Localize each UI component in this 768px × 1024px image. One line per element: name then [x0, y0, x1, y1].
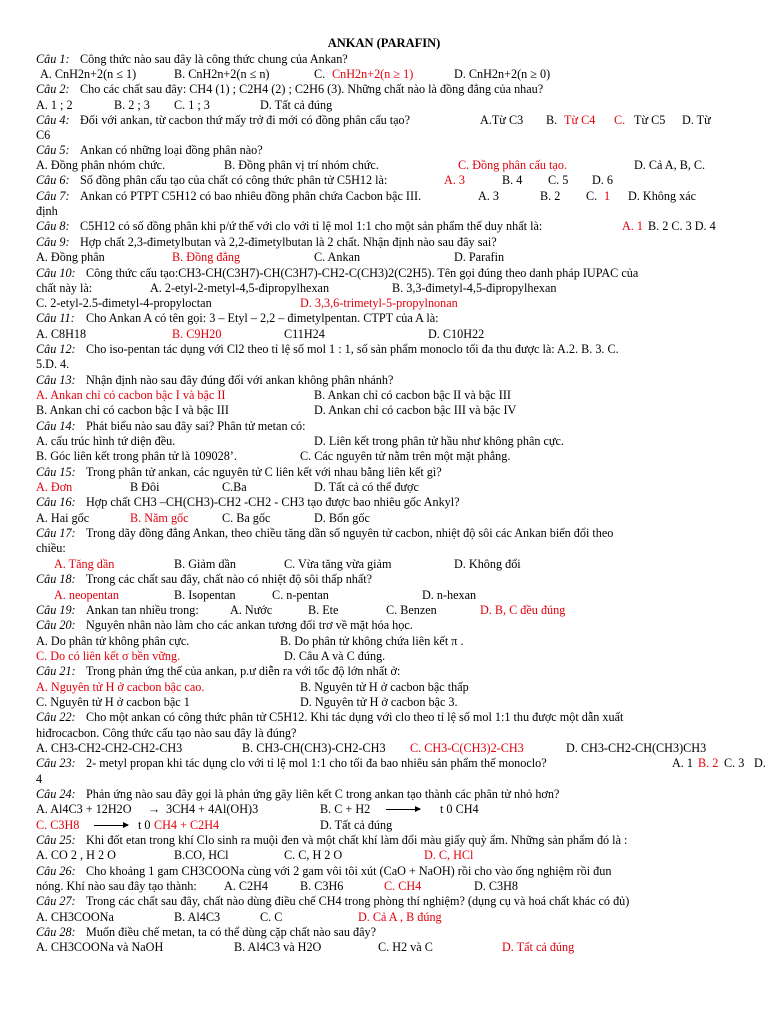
text-segment: A. Hai gốc [36, 511, 90, 525]
text-segment: D. [754, 756, 766, 770]
answer-text-highlighted: A. 1 [622, 219, 643, 233]
text-segment: Muốn điều chế metan, ta có thể dùng cặp chất nào sau đây? [86, 925, 377, 939]
text-segment: C. 2-etyl-2.5-đimetyl-4-propyloctan [36, 296, 212, 310]
answer-text-highlighted: C. Đồng phân cấu tạo. [458, 158, 567, 172]
text-segment: Nguyên nhân nào làm cho các ankan tương đối trơ về mặt hóa học. [86, 618, 413, 632]
answer-text-highlighted: D. 3,3,6-trimetyl-5-propylnonan [300, 296, 458, 310]
answer-text-highlighted: Từ C4 [564, 113, 596, 127]
text-segment: 4 [36, 772, 43, 786]
answer-text-highlighted: B. Đồng đẳng [172, 250, 241, 264]
text-segment: 2- metyl propan khi tác dụng clo với tỉ lệ mol 1:1 cho tối đa bao nhiêu sản phẩm thế monoclo? [86, 756, 547, 770]
text-segment: A. C2H4 [224, 879, 269, 893]
text-segment: B.CO, HCl [174, 848, 229, 862]
text-segment: Hợp chất 2,3-đimetylbutan và 2,2-đimetylbutan là 2 chất. Nhận định nào sau đây sai? [80, 235, 497, 249]
text-segment: A. Đồng phân [36, 250, 105, 264]
text-segment: D. C3H8 [474, 879, 519, 893]
answer-text-highlighted: A. Tăng dần [54, 557, 115, 571]
text-segment: B. Nguyên tử H ở cacbon bậc thấp [300, 680, 469, 694]
answer-text-highlighted: A. neopentan [54, 588, 119, 602]
text-segment: C. H2 và C [378, 940, 433, 954]
answer-text-highlighted: A. Nguyên tử H ở cacbon bậc cao. [36, 680, 205, 694]
text-segment: C. C [260, 910, 283, 924]
text-segment: Khi đốt etan trong khí Clo sinh ra muội đen và một chất khí làm đổi màu giấy quỳ ẩm. Những sản phẩm đó là : [86, 833, 628, 847]
text-segment: B. 2 [540, 189, 561, 203]
text-segment: B. [546, 113, 558, 127]
question-number: Câu 1: [36, 52, 70, 66]
question-number: Câu 22: [36, 710, 76, 724]
text-segment: B. CH3-CH(CH3)-CH2-CH3 [242, 741, 386, 755]
text-segment: D. Bốn gốc [314, 511, 370, 525]
text-segment: A. CH3COONa [36, 910, 114, 924]
text-segment: B. 2 C. 3 D. 4 [648, 219, 716, 233]
text-segment: A. 1 ; 2 [36, 98, 73, 112]
text-segment: chiều: [36, 541, 66, 555]
text-segment: A. CO 2 , H 2 O [36, 848, 116, 862]
question-number: Câu 23: [36, 756, 76, 770]
question-number: Câu 13: [36, 373, 76, 387]
answer-text-highlighted: C. CH4 [384, 879, 422, 893]
text-segment: C. Benzen [386, 603, 437, 617]
question-number: Câu 15: [36, 465, 76, 479]
text-segment: 5.D. 4. [36, 357, 70, 371]
text-segment: Cho các chất sau đây: CH4 (1) ; C2H4 (2) ; C2H6 (3). Những chất nào là đồng đẳng của nhau? [80, 82, 544, 96]
text-segment: D. Tất cả đúng [260, 98, 333, 112]
text-segment: D. Nguyên tử H ở cacbon bậc 3. [300, 695, 458, 709]
text-segment: Hợp chất CH3 –CH(CH3)-CH2 -CH2 - CH3 tạo được bao nhiêu gốc Ankyl? [86, 495, 460, 509]
text-segment: t 0 CH4 [440, 802, 479, 816]
text-segment: A. 3 [478, 189, 499, 203]
text-segment: Trong phân tử ankan, các nguyên tử C liên kết với nhau bằng liên kết gì? [86, 465, 442, 479]
text-segment: C.Ba [222, 480, 247, 494]
text-segment: Công thức nào sau đây là công thức chung của Ankan? [80, 52, 348, 66]
document-title: ANKAN (PARAFIN) [327, 36, 441, 50]
question-number: Câu 25: [36, 833, 76, 847]
text-segment: C. Nguyên tử H ở cacbon bậc 1 [36, 695, 190, 709]
question-number: Câu 24: [36, 787, 76, 801]
text-segment: B. Giảm dần [174, 557, 236, 571]
question-number: Câu 27: [36, 894, 76, 908]
text-segment: C. Vừa tăng vừa giảm [284, 557, 392, 571]
text-segment: C. 1 ; 3 [174, 98, 210, 112]
question-number: Câu 17: [36, 526, 76, 540]
question-number: Câu 26: [36, 864, 76, 878]
text-segment: C. [314, 67, 326, 81]
text-segment: B. Al4C3 và H2O [234, 940, 322, 954]
answer-text-highlighted: A. Ankan chỉ có cacbon bậc I và bậc II [36, 388, 226, 402]
answer-text-highlighted: A. 3 [444, 173, 465, 187]
question-number: Câu 18: [36, 572, 76, 586]
text-segment: D. Liên kết trong phân tử hầu như không phân cực. [314, 434, 564, 448]
question-number: Câu 14: [36, 419, 76, 433]
answer-text-highlighted: C. CH3-C(CH3)2-CH3 [410, 741, 524, 755]
text-segment: Cho Ankan A có tên gọi: 3 – Etyl – 2,2 – đimetylpentan. CTPT của A là: [86, 311, 439, 325]
text-segment: C. C, H 2 O [284, 848, 343, 862]
text-segment: D. Không đổi [454, 557, 521, 571]
text-segment: định [36, 204, 58, 218]
answer-text-highlighted: C. [614, 113, 626, 127]
text-segment: 3CH4 + 4Al(OH)3 [166, 802, 259, 816]
text-segment: D. 6 [592, 173, 613, 187]
text-segment: Cho khoảng 1 gam CH3COONa cùng với 2 gam vôi tôi xút (CaO + NaOH) rồi cho vào ống nghiệm rồi đun [86, 864, 612, 878]
text-segment: D. Parafin [454, 250, 505, 264]
question-number: Câu 21: [36, 664, 76, 678]
answer-text-highlighted: C. C3H8 [36, 818, 80, 832]
text-segment: A. Nước [230, 603, 273, 617]
answer-text-highlighted: B. C9H20 [172, 327, 222, 341]
text-segment: A. CnH2n+2(n ≤ 1) [40, 67, 137, 81]
answer-text-highlighted: CH4 + C2H4 [154, 818, 220, 832]
text-segment: Công thức cấu tạo:CH3-CH(C3H7)-CH(C3H7)-CH2-C(CH3)2(C2H5). Tên gọi đúng theo danh pháp IUPAC của [86, 266, 639, 280]
text-segment: Cho iso-pentan tác dụng với Cl2 theo tỉ lệ số mol 1 : 1, số sản phẩm monoclo tối đa thu được là: A.2. B. 3. C. [86, 342, 619, 356]
text-segment: B. Isopentan [174, 588, 236, 602]
text-segment: C. [586, 189, 598, 203]
question-number: Câu 7: [36, 189, 70, 203]
text-segment: C. n-pentan [272, 588, 329, 602]
text-segment: D. CH3-CH2-CH(CH3)CH3 [566, 741, 707, 755]
text-segment: chất này là: [36, 281, 93, 295]
text-segment: Trong phản ứng thế của ankan, p.ư diễn ra với tốc độ lớn nhất ở: [86, 664, 401, 678]
answer-text-highlighted: A. Đơn [36, 480, 73, 494]
text-segment: D. Không xác [628, 189, 697, 203]
text-segment: A. 2-etyl-2-metyl-4,5-đipropylhexan [150, 281, 330, 295]
text-segment: Ankan tan nhiều trong: [86, 603, 199, 617]
text-segment: B. Do phân tử không chứa liên kết π . [280, 634, 464, 648]
question-number: Câu 12: [36, 342, 76, 356]
text-segment: C. Các nguyên tử nằm trên một mặt phẳng. [300, 449, 511, 463]
text-segment: B Đôi [130, 480, 160, 494]
question-number: Câu 19: [36, 603, 76, 617]
text-segment: Đối với ankan, từ cacbon thứ mấy trở đi mới có đồng phân cấu tạo? [80, 113, 411, 127]
text-segment: A. CH3-CH2-CH2-CH2-CH3 [36, 741, 183, 755]
text-segment: D. CnH2n+2(n ≥ 0) [454, 67, 551, 81]
text-segment: Số đồng phân cấu tạo của chất có công thức phân tử C5H12 là: [80, 173, 388, 187]
question-number: Câu 6: [36, 173, 70, 187]
answer-text-highlighted: D. Tất cả đúng [502, 940, 575, 954]
answer-text-highlighted: B. Năm gốc [130, 511, 189, 525]
text-segment: A. 1 [672, 756, 693, 770]
text-segment: D. Cả A, B, C. [634, 158, 706, 172]
text-segment: B. 2 ; 3 [114, 98, 150, 112]
answer-text-highlighted: 1 [604, 189, 611, 203]
text-segment: B. 4 [502, 173, 523, 187]
text-segment: C5H12 có số đồng phân khi p/ứ thế với clo với tỉ lệ mol 1:1 cho một sản phẩm thế duy nhất là: [80, 219, 543, 233]
text-segment: B. C3H6 [300, 879, 344, 893]
answer-text-highlighted: C. Do có liên kết σ bền vững. [36, 649, 181, 663]
text-segment: Nhận định nào sau đây đúng đối với ankan không phân nhánh? [86, 373, 394, 387]
text-segment: A. cấu trúc hình tứ diện đều. [36, 434, 176, 448]
text-segment: Trong các chất sau đây, chất nào dùng điều chế CH4 trong phòng thí nghiệm? (dụng cụ và hoá chất khác có đủ) [86, 894, 630, 908]
question-number: Câu 5: [36, 143, 70, 157]
text-segment: B. 3,3-đimetyl-4,5-đipropylhexan [392, 281, 557, 295]
text-segment: A. Đồng phân nhóm chức. [36, 158, 166, 172]
text-segment: A. Do phân tử không phân cực. [36, 634, 190, 648]
text-segment: B. Góc liên kết trong phân tử là 109028’. [36, 449, 237, 463]
answer-text-highlighted: D. C, HCl [424, 848, 474, 862]
text-segment: C. Ba gốc [222, 511, 271, 525]
text-segment: C6 [36, 128, 51, 142]
text-segment: C11H24 [284, 327, 325, 341]
text-segment: C. Ankan [314, 250, 361, 264]
text-segment: A. Al4C3 + 12H2O [36, 802, 132, 816]
text-segment: Trong dãy đồng đẳng Ankan, theo chiều tăng dần số nguyên tử cacbon, nhiệt độ sôi các Ankan biến đổi theo [86, 526, 614, 540]
text-segment: Từ C5 [634, 113, 666, 127]
text-segment: t 0 [138, 818, 151, 832]
text-segment: D. Ankan chỉ có cacbon bậc III và bậc IV [314, 403, 517, 417]
text-segment: Ankan có PTPT C5H12 có bao nhiêu đồng phân chứa Cacbon bậc III. [80, 189, 422, 203]
question-number: Câu 10: [36, 266, 76, 280]
text-segment: D. C10H22 [428, 327, 485, 341]
question-number: Câu 11: [36, 311, 75, 325]
question-number: Câu 20: [36, 618, 76, 632]
text-segment: C. 3 [724, 756, 745, 770]
text-segment: Cho một ankan có công thức phân tử C5H12. Khi tác dụng với clo theo tỉ lệ số mol 1:1 thu được một dẫn xuất [86, 710, 624, 724]
text-segment: hiđrocacbon. Công thức cấu tạo nào sau đây là đúng? [36, 726, 297, 740]
text-segment: A. C8H18 [36, 327, 87, 341]
text-segment: Ankan có những loại đồng phân nào? [80, 143, 263, 157]
text-segment: nóng. Khí nào sau đây tạo thành: [36, 879, 197, 893]
question-number: Câu 28: [36, 925, 76, 939]
question-number: Câu 2: [36, 82, 70, 96]
text-segment: Trong các chất sau đây, chất nào có nhiệt độ sôi thấp nhất? [86, 572, 373, 586]
text-segment: Phát biểu nào sau đây sai? Phân tử metan có: [86, 419, 306, 433]
question-number: Câu 8: [36, 219, 70, 233]
text-segment: D. Tất cả đúng [320, 818, 393, 832]
text-segment: D. Tất cả có thể được [314, 480, 419, 494]
text-segment: B. Al4C3 [174, 910, 221, 924]
text-segment: D. n-hexan [422, 588, 477, 602]
text-segment: → [148, 802, 161, 816]
text-segment: D. Câu A và C đúng. [284, 649, 386, 663]
question-number: Câu 16: [36, 495, 76, 509]
text-segment: A.Từ C3 [480, 113, 524, 127]
answer-text-highlighted: D. Cả A , B đúng [358, 910, 442, 924]
text-segment: D. Từ [682, 113, 711, 127]
text-segment: B. CnH2n+2(n ≤ n) [174, 67, 270, 81]
question-number: Câu 9: [36, 235, 70, 249]
text-segment: C. 5 [548, 173, 569, 187]
text-segment: B. Đồng phân vị trí nhóm chức. [224, 158, 379, 172]
text-segment: B. Ankan chỉ có cacbon bậc II và bậc III [314, 388, 511, 402]
text-segment: B. C + H2 [320, 802, 371, 816]
answer-text-highlighted: CnH2n+2(n ≥ 1) [332, 67, 414, 81]
text-segment: A. CH3COONa và NaOH [36, 940, 164, 954]
question-number: Câu 4: [36, 113, 70, 127]
text-segment: Phản ứng nào sau đây gọi là phản ứng gãy liên kết C trong ankan tạo thành các phân tử nhỏ hơn? [86, 787, 560, 801]
text-segment: B. Ete [308, 603, 339, 617]
text-segment: B. Ankan chỉ có cacbon bậc I và bậc III [36, 403, 229, 417]
answer-text-highlighted: B. 2 [698, 756, 719, 770]
answer-text-highlighted: D. B, C đều đúng [480, 603, 566, 617]
